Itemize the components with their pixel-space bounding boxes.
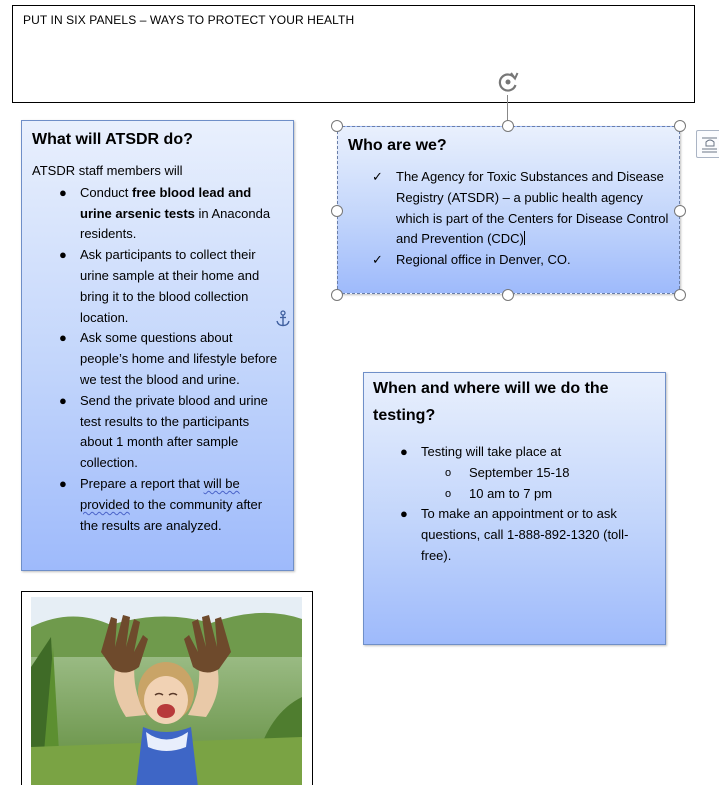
sub-list-item: o September 15-18	[445, 463, 656, 484]
resize-handle-nw[interactable]	[331, 120, 343, 132]
panel-intro: ATSDR staff members will	[32, 163, 183, 178]
panel-what-will-atsdr-do[interactable]	[21, 120, 294, 571]
bullet-list	[56, 183, 283, 537]
bullet-icon: ●	[400, 506, 408, 522]
list-item: ✓ Regional office in Denver, CO.	[370, 250, 669, 271]
checkmark-icon: ✓	[372, 252, 383, 268]
spelling-squiggle[interactable]: provided	[80, 496, 130, 512]
title-text: PUT IN SIX PANELS – WAYS TO PROTECT YOUR HEALTH	[23, 13, 355, 27]
list-item: ● Conduct free blood lead and urine arsenic tests in Anaconda residents.	[59, 184, 271, 242]
title-textbox[interactable]	[12, 5, 695, 103]
panel-heading: What will ATSDR do?	[32, 131, 193, 148]
panel-heading: Who are we?	[348, 137, 447, 154]
bullet-icon: ●	[59, 184, 67, 200]
sub-bullet-icon: o	[445, 466, 452, 479]
checkmark-icon: ✓	[372, 169, 383, 184]
text-cursor	[524, 231, 525, 245]
bullet-icon: ●	[59, 392, 67, 408]
panel-when-and-where[interactable]	[363, 372, 666, 645]
sub-list	[445, 463, 656, 505]
list-item: ● Send the private blood and urine test results to the participants about 1 month after sample collection.	[59, 392, 268, 471]
photo-frame[interactable]	[21, 591, 313, 785]
panel-who-are-we[interactable]	[337, 126, 680, 294]
list-item: ● Ask some questions about people’s home and lifestyle before we test the blood and urine.	[59, 330, 278, 387]
list-item: ✓ The Agency for Toxic Substances and Disease Registry (ATSDR) – a public health agency which is part of the Centers for Disease Control and Prevention (CDC)	[372, 169, 669, 247]
bullet-icon: ●	[59, 247, 67, 263]
resize-handle-se[interactable]	[674, 289, 686, 301]
bullet-icon: ●	[59, 330, 67, 346]
resize-handle-e[interactable]	[674, 205, 686, 217]
resize-handle-ne[interactable]	[674, 120, 686, 132]
spelling-squiggle[interactable]: will be	[203, 475, 240, 491]
resize-handle-sw[interactable]	[331, 289, 343, 301]
layout-options-button[interactable]	[696, 130, 719, 158]
sub-bullet-icon: o	[445, 487, 452, 500]
rotate-handle-icon[interactable]	[496, 70, 520, 94]
list-item: ● Prepare a report that will be provided to the community after the results are analyzed.	[59, 475, 263, 533]
bullet-icon: ●	[400, 444, 408, 459]
layout-options-icon	[697, 131, 719, 157]
resize-handle-s[interactable]	[502, 289, 514, 301]
list-item: ● Ask participants to collect their urine sample at their home and bring it to the blood collection location.	[59, 247, 260, 325]
list-item: ● Testing will take place at o September 15-18 o 10 am to 7 pm	[397, 442, 656, 504]
bullet-list	[397, 442, 656, 567]
anchor-icon[interactable]	[275, 310, 291, 328]
panel-heading: When and where will we do the testing?	[373, 380, 609, 424]
bullet-icon: ●	[59, 475, 67, 491]
rotation-stem	[507, 95, 508, 121]
resize-handle-n[interactable]	[502, 120, 514, 132]
check-list	[370, 167, 669, 271]
child-muddy-hands-photo	[31, 597, 302, 785]
sub-list-item: o 10 am to 7 pm	[445, 484, 656, 505]
list-item: ● To make an appointment or to ask questions, call 1-888-892-1320 (toll-free).	[400, 506, 629, 563]
resize-handle-w[interactable]	[331, 205, 343, 217]
